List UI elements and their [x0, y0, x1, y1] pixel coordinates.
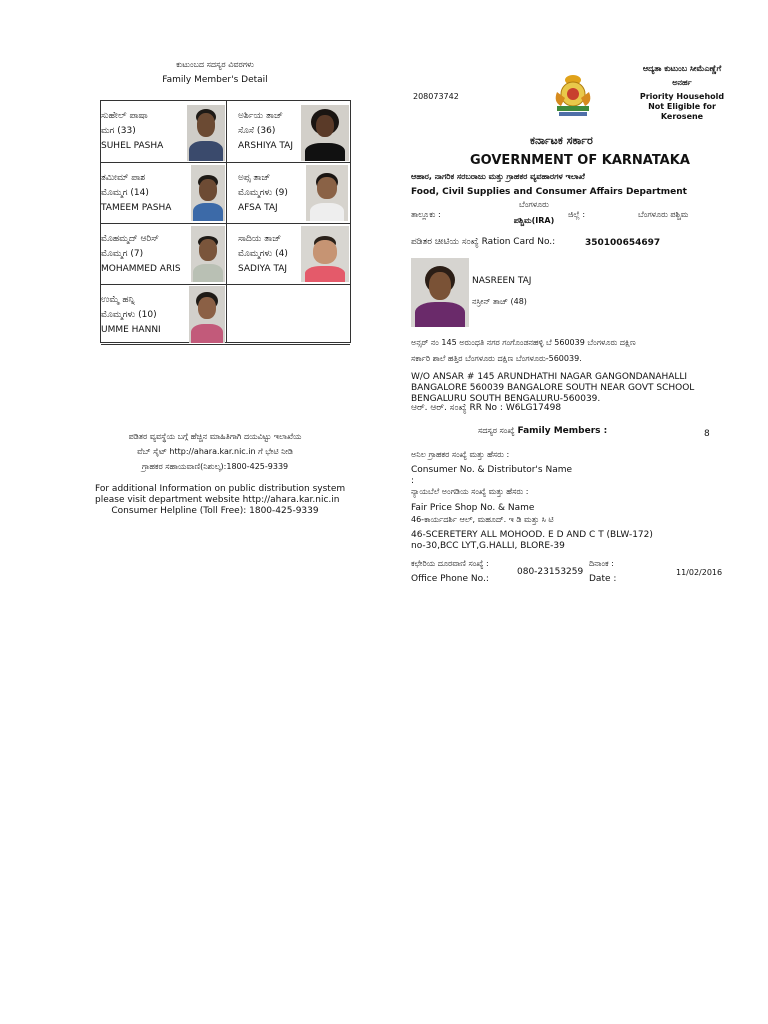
priority-block — [632, 64, 732, 122]
family-members-label-en: Family Members : — [517, 426, 608, 436]
member-relation: ಮೊಮ್ಮಗಳು (10) — [101, 310, 157, 320]
member-photo — [187, 105, 225, 161]
info-kn-line: ಪಡಿತರ ವ್ಯವಸ್ಥೆಯ ಬಗ್ಗೆ ಹೆಚ್ಚಿನ ಮಾಹಿತಿಗಾಗಿ ದಯವಿಟ್ಟು ಇಲಾಖೆಯ — [128, 432, 302, 441]
district-label: ಜಿಲ್ಲೆ : — [568, 210, 586, 219]
ration-card-number: 350100654697 — [585, 238, 661, 248]
department-en: Food, Civil Supplies and Consumer Affairs Department — [411, 187, 687, 197]
date-label-en: Date : — [589, 574, 617, 584]
government-en: GOVERNMENT OF KARNATAKA — [470, 153, 690, 168]
family-members-label — [478, 426, 607, 437]
shop-value-kn: 46-ಕಾರ್ಯದರ್ಶಿ ಆಲ್, ಮಹೂದ್. ಇ ಡಿ ಮತ್ತು ಸಿ ಟಿ — [411, 515, 554, 524]
member-name: ARSHIYA TAJ — [238, 141, 293, 151]
member-relation: ಮೊಮ್ಮಗಳು (9) — [238, 188, 288, 198]
taluk-value — [511, 200, 557, 226]
member-name: SUHEL PASHA — [101, 141, 164, 151]
member-relation: ಸೊಸೆ (36) — [238, 126, 276, 136]
info-kn-line: ವೆಬ್ ಸೈಟ್ http://ahara.kar.nic.in ಗೆ ಭೇಟಿ ನೀಡಿ — [137, 447, 293, 456]
taluk-value-line: ಬೆಂಗಳೂರು — [519, 200, 549, 209]
family-title-kn: ಕುಟುಂಬದ ಸದಸ್ಯರ ವಿವರಗಳು — [176, 60, 254, 69]
karnataka-emblem-icon — [551, 72, 595, 118]
member-relation: ಮಗ (33) — [101, 126, 136, 136]
department-kn: ಆಹಾರ, ನಾಗರಿಕ ಸರಬರಾಜು ಮತ್ತು ಗ್ರಾಹಕರ ವ್ಯವಹಾರಗಳ ಇಲಾಖೆ — [411, 172, 585, 181]
member-cell — [101, 109, 163, 154]
head-name: NASREEN TAJ — [472, 276, 532, 286]
member-photo — [191, 165, 225, 221]
address-en-line: BENGALURU SOUTH BENGALURU-560039. — [411, 394, 601, 404]
member-name-kn: ತಮೀಮ್ ಪಾಶ — [101, 173, 146, 183]
grid-divider — [101, 162, 350, 163]
government-kn: ಕರ್ನಾಟಕ ಸರ್ಕಾರ — [530, 134, 593, 147]
grid-divider — [101, 223, 350, 224]
member-name: SADIYA TAJ — [238, 264, 288, 274]
info-en-line: For additional Information on public distribution system — [95, 484, 346, 494]
family-title-en: Family Member's Detail — [162, 75, 268, 85]
priority-kn: ಆದ್ಯತಾ ಕುಟುಂಬ ಸೀಮೆಎಣ್ಣೆಗೆ — [642, 64, 722, 73]
info-en-line: please visit department website http://ahara.kar.nic.in — [95, 495, 340, 505]
member-photo — [191, 226, 225, 282]
member-name-kn: ಅರ್ಶಿಯ ತಾಜ್ — [238, 111, 283, 121]
family-member-grid — [100, 100, 351, 343]
office-phone-number: 080-23153259 — [517, 567, 584, 577]
shop-value-en: 46-SCERETERY ALL MOHOOD. E D AND C T (BLW-172) — [411, 530, 653, 540]
priority-line: Not Eligible for — [648, 102, 716, 111]
grid-divider — [101, 344, 350, 345]
member-name: MOHAMMED ARIS — [101, 264, 181, 274]
member-cell — [238, 109, 293, 154]
member-name-kn: ಅಪ್ಸ ತಾಜ್ — [238, 173, 271, 183]
member-name: TAMEEM PASHA — [101, 203, 172, 213]
member-cell — [101, 293, 161, 338]
member-name-kn: ಮೊಹಮ್ಮದ್ ಆರಿಸ್ — [101, 234, 159, 244]
member-name: AFSA TAJ — [238, 203, 278, 213]
office-phone-label-en: Office Phone No.: — [411, 574, 489, 584]
info-en-line: Consumer Helpline (Toll Free): 1800-425-9339 — [111, 506, 319, 516]
member-cell — [238, 232, 288, 277]
member-cell — [238, 171, 288, 216]
member-photo — [189, 286, 225, 343]
member-cell — [101, 232, 181, 277]
info-block-en — [95, 484, 346, 517]
ration-card-label: ಪಡಿತರ ಚೀಟಿಯ ಸಂಖ್ಯೆ Ration Card No.: — [411, 237, 556, 247]
member-photo — [301, 105, 349, 161]
head-name-kn: ನಸ್ರೀನ್ ತಾಜ್ (48) — [472, 297, 527, 306]
address-en-line: W/O ANSAR # 145 ARUNDHATHI NAGAR GANGONDANAHALLI — [411, 372, 688, 382]
priority-kn-2: ಅನರ್ಹ — [672, 78, 692, 87]
office-phone-label-kn: ಕಛೇರಿಯ ದೂರವಾಣಿ ಸಂಖ್ಯೆ : — [411, 559, 489, 568]
member-name: UMME HANNI — [101, 325, 161, 335]
consumer-label-en: Consumer No. & Distributor's Name — [411, 465, 573, 475]
grid-divider — [101, 284, 350, 285]
family-members-label-kn: ಸದಸ್ಯರ ಸಂಖ್ಯೆ — [478, 426, 515, 435]
member-cell — [101, 171, 171, 216]
shop-label-en: Fair Price Shop No. & Name — [411, 503, 535, 513]
address-kn-line: ಅನ್ಸರ್ ನಂ 145 ಅರುಂಧತಿ ನಗರ ಗಂಗೊಂಡನಹಳ್ಳಿ ಬೆ 560039 ಬೆಂಗಳೂರು ದಕ್ಷಿಣ — [411, 338, 636, 347]
member-photo — [301, 226, 349, 282]
shop-value-en: no-30,BCC LYT,G.HALLI, BLORE-39 — [411, 541, 565, 551]
family-title-block — [100, 60, 330, 86]
shop-label-kn: ನ್ಯಾಯಬೆಲೆ ಅಂಗಡಿಯ ಸಂಖ್ಯೆ ಮತ್ತು ಹೆಸರು : — [411, 487, 529, 496]
member-photo — [306, 165, 348, 221]
priority-line: Priority Household — [639, 92, 725, 101]
info-block-kn — [95, 432, 335, 472]
member-relation: ಮೊಮ್ಮಗ (7) — [101, 249, 144, 259]
consumer-label-kn: ಅನಿಲ ಗ್ರಾಹಕರ ಸಂಖ್ಯೆ ಮತ್ತು ಹೆಸರು : — [411, 450, 510, 459]
address-kn-line: ಸರ್ಕಾರಿ ಶಾಲೆ ಹತ್ತಿರ ಬೆಂಗಳೂರು ದಕ್ಷಿಣ ಬೆಂಗಳೂರು-560039. — [411, 354, 582, 363]
priority-line: Kerosene — [660, 112, 704, 121]
district-value: ಬೆಂಗಳೂರು ಪಶ್ಚಿಮ — [638, 210, 689, 219]
card-id: 208073742 — [413, 92, 459, 101]
grid-divider — [226, 101, 227, 342]
member-relation: ಮೊಮ್ಮಗಳು (4) — [238, 249, 288, 259]
member-name-kn: ಉಮ್ಮೆ ಹನ್ನಿ — [101, 295, 135, 305]
consumer-value: : — [411, 476, 415, 486]
address-en-line: BANGALORE 560039 BANGALORE SOUTH NEAR GOVT SCHOOL — [411, 383, 695, 393]
head-of-family-photo — [411, 258, 469, 327]
family-members-count: 8 — [704, 429, 710, 439]
member-name-kn: ಸುಹೇಲ್ ಪಾಷಾ — [101, 111, 148, 121]
rr-number: ಆರ್. ಆರ್. ಸಂಖ್ಯೆ RR No : W6LG17498 — [411, 403, 562, 413]
member-name-kn: ಸಾದಿಯ ತಾಜ್ — [238, 234, 282, 244]
date-label-kn: ದಿನಾಂಕ : — [589, 559, 614, 568]
taluk-value-line: ಪಶ್ಚಿಮ(IRA) — [513, 216, 555, 225]
info-kn-line: ಗ್ರಾಹಕರ ಸಹಾಯವಾಣಿ(ನಿಶುಲ್ಕ):1800-425-9339 — [141, 462, 289, 471]
date-value: 11/02/2016 — [676, 568, 723, 577]
taluk-label: ತಾಲ್ಲೂಕು : — [411, 210, 441, 219]
member-relation: ಮೊಮ್ಮಗ (14) — [101, 188, 149, 198]
